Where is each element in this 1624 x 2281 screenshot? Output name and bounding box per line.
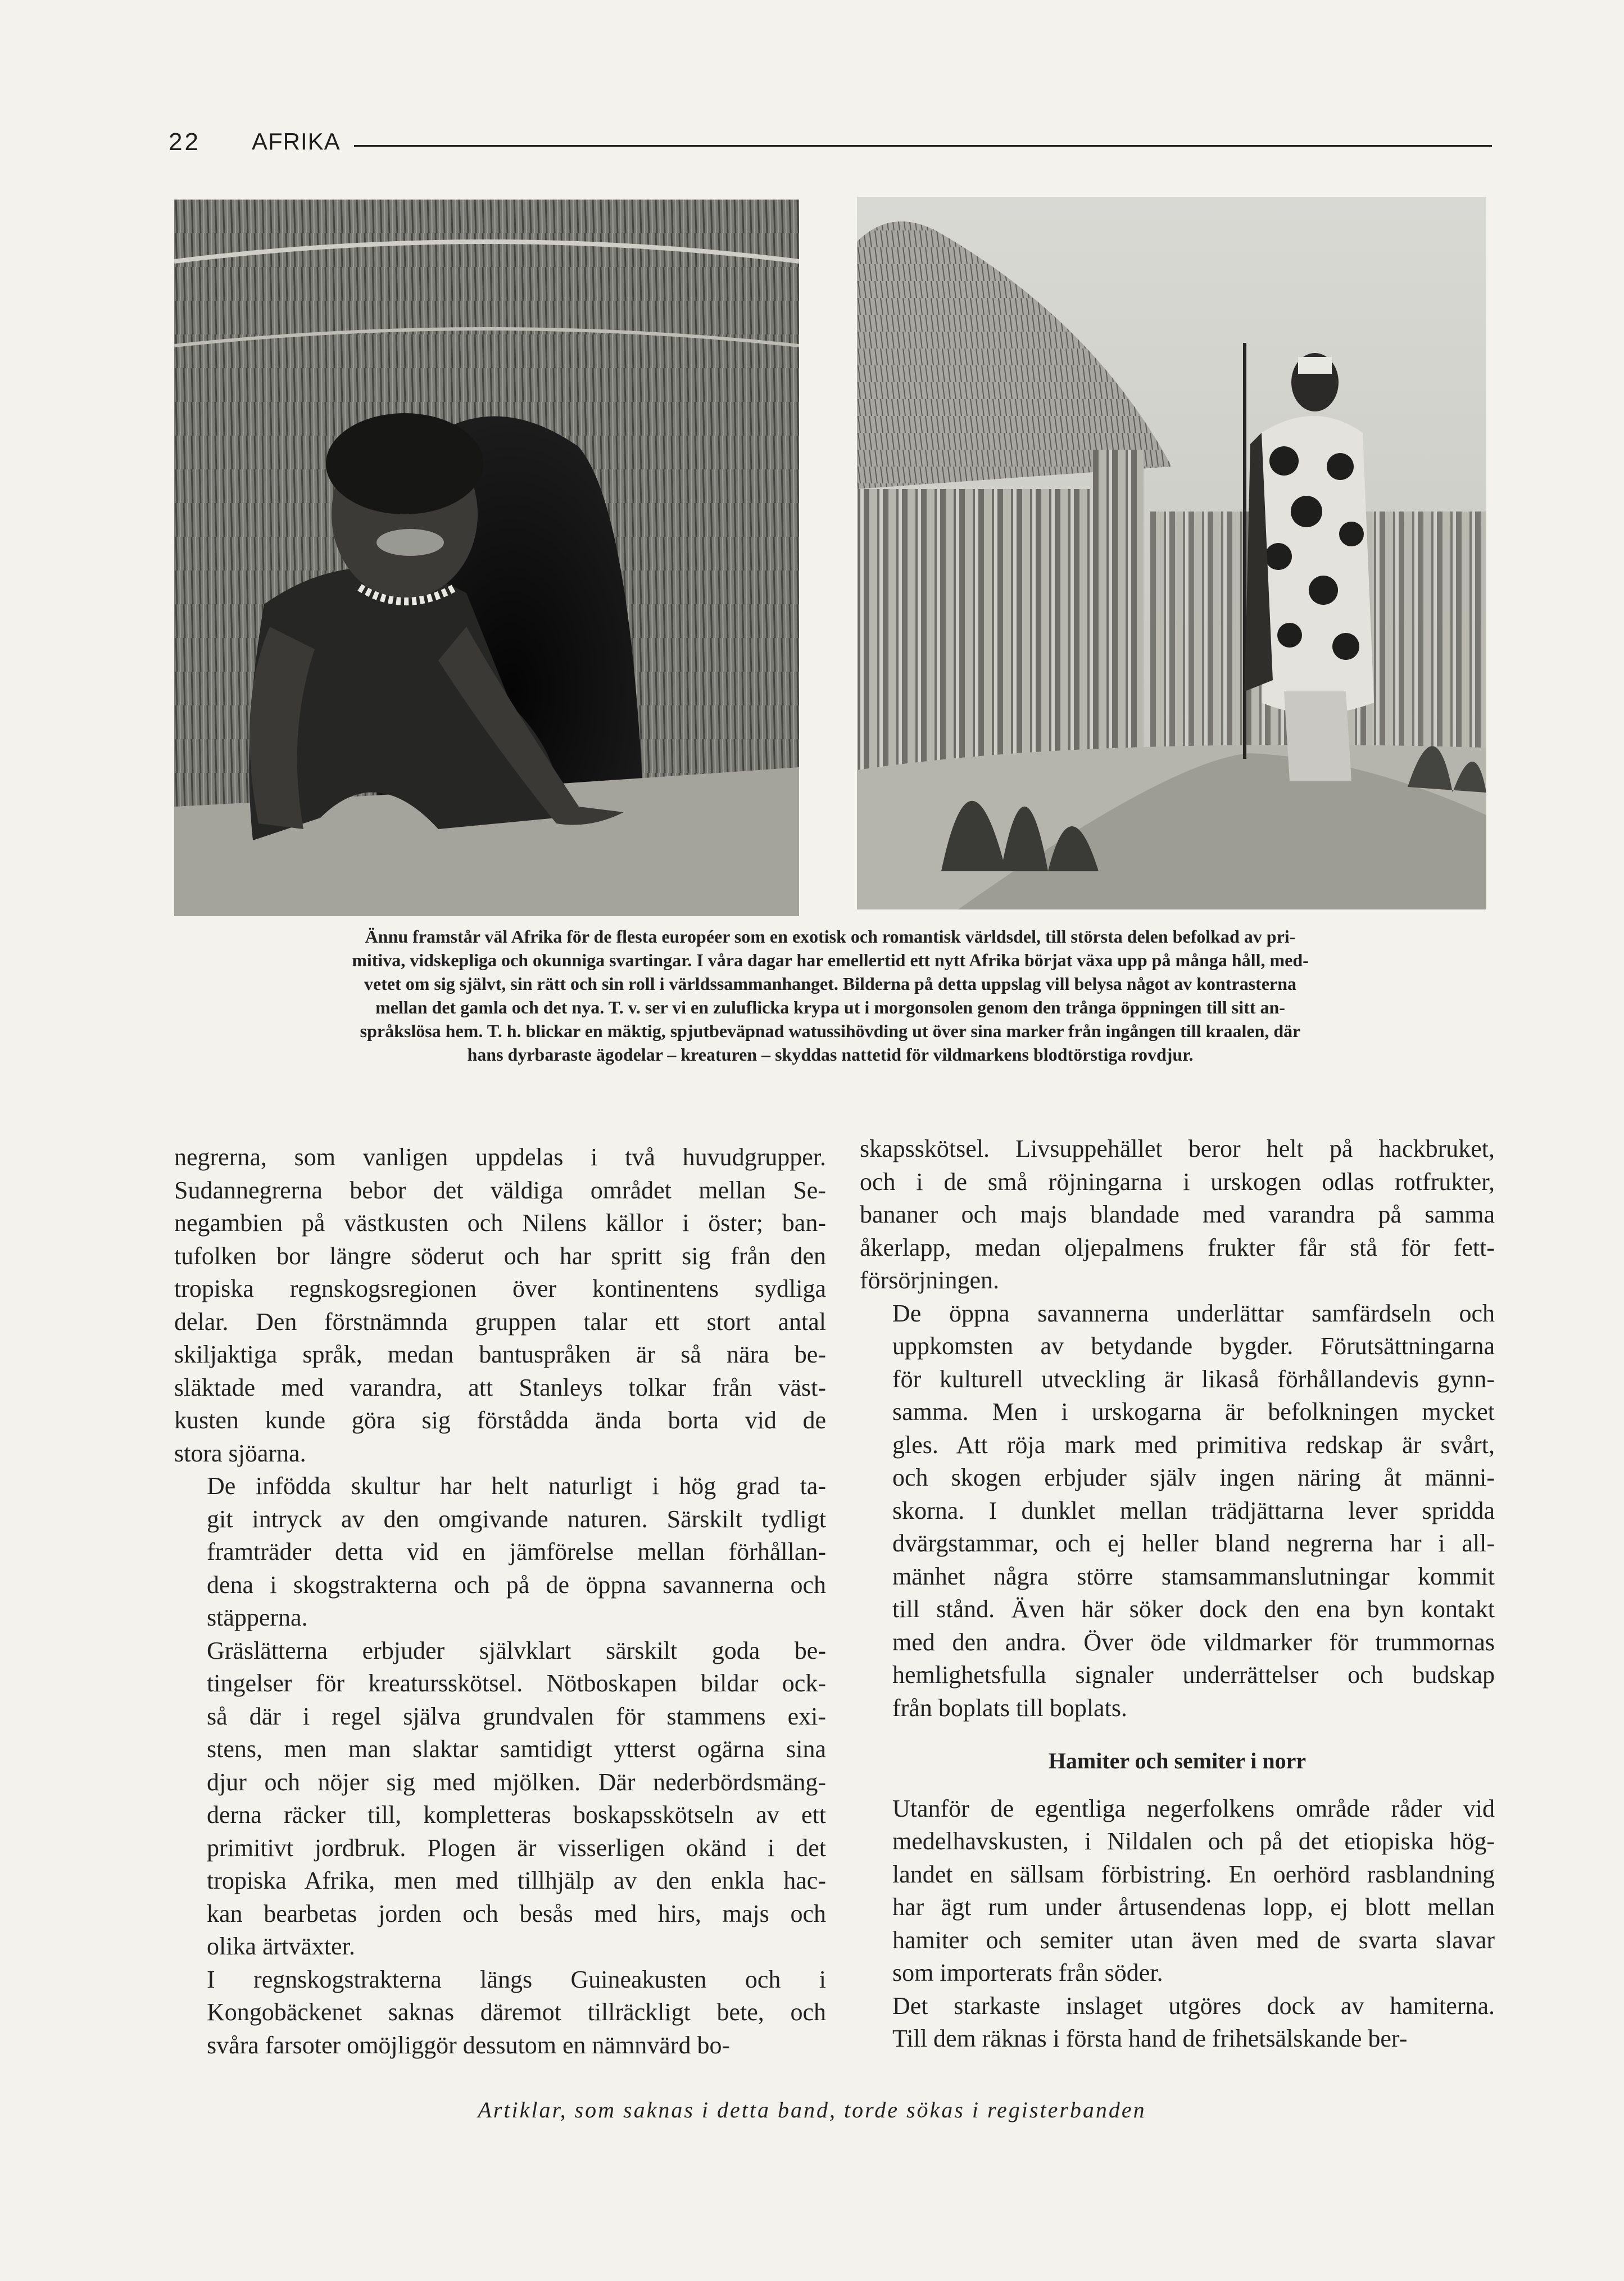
text-line: till stånd. Även här söker dock den ena byn kontakt [892,1595,1495,1623]
photo-caption [174,925,1486,1066]
photo-watussi-chief-image [857,197,1486,909]
text-line: dvärgstammar, och ej heller bland negrerna har i all- [892,1529,1495,1557]
text-line: mänhet några större stamsammanslutningar kommit [892,1562,1495,1590]
body-paragraph [174,1470,826,1635]
text-line: för kulturell utveckling är likaså förhållandevis gynn- [892,1365,1495,1393]
text-line: I regnskogstrakterna längs Guineakusten och i [207,1965,826,1993]
text-line: skapsskötsel. Livsuppehället beror helt på hackbruket, [860,1135,1495,1162]
text-line: stens, men man slaktar samtidigt ytterst ogärna sina [207,1735,826,1763]
text-line: primitivt jordbruk. Plogen är visserligen okänd i det [207,1834,826,1862]
text-line: och i de små röjningarna i urskogen odlas rotfrukter, [860,1167,1495,1196]
caption-line: hans dyrbaraste ägodelar – kreaturen – skyddas nattetid för vildmarkens blodtörstiga rovdjur. [467,1044,1194,1065]
text-line: uppkomsten av betydande bygder. Förutsättningarna [892,1332,1495,1360]
section-subheading: Hamiter och semiter i norr [1048,1748,1307,1773]
text-line: Kongobäckenet saknas däremot tillräckligt bete, och [207,1998,826,2026]
caption-line: språkslösa hem. T. h. blickar en mäktig, spjutbeväpnad watussihövding ut över sina marker från ingången till kraalen, där [360,1021,1301,1041]
running-header [169,124,1492,157]
text-line: olika ärtväxter. [207,1932,355,1960]
text-line: hamiter och semiter utan även med de svarta slavar [892,1926,1495,1954]
text-line: tufolken bor längre söderut och har spritt sig från den [174,1242,826,1270]
text-line: negrerna, som vanligen uppdelas i två huvudgrupper. [174,1143,826,1171]
text-line: Sudannegrerna bebor det väldiga området mellan Se- [174,1176,826,1204]
photo-zulu-girl [174,200,799,916]
text-line: kusten kunde göra sig förstådda ända borta vid de [174,1406,826,1434]
text-line: Gräslätterna erbjuder självklart särskilt goda be- [207,1636,826,1664]
text-line: så där i regel själva grundvalen för stammens exi- [207,1702,826,1730]
footer-note: Artiklar, som saknas i detta band, torde sökas i registerbanden [478,2097,1146,2122]
text-line: har ägt rum under årtusendenas lopp, ej blott mellan [892,1893,1495,1921]
text-line: git intryck av den omgivande naturen. Särskilt tydligt [207,1505,826,1533]
photo-zulu-girl-image [174,200,799,916]
text-line: stora sjöarna. [174,1439,306,1467]
text-line: De öppna savannerna underlättar samfärdseln och [892,1299,1495,1327]
text-line: De infödda skultur har helt naturligt i hög grad ta- [207,1472,826,1500]
text-line: åkerlapp, medan oljepalmens frukter får stå för fett- [860,1233,1495,1261]
header-rule [354,145,1492,147]
body-column-left [174,1141,826,2062]
page-number: 22 [169,128,201,156]
text-line: försörjningen. [860,1266,1000,1294]
caption-line: Ännu framstår väl Afrika för de flesta européer som en exotisk och romantisk världsdel, till största delen befolkad av pri- [365,926,1296,947]
text-line: samma. Men i urskogarna är befolkningen mycket [892,1398,1495,1425]
body-column-right [860,1133,1495,2056]
text-line: bananer och majs blandade med varandra på samma [860,1201,1495,1228]
caption-line: mitiva, vidskepliga och okunniga svartingar. I våra dagar har emellertid ett nytt Afrika börjat växa upp på många håll, med- [352,950,1309,970]
body-paragraph [174,1635,826,1963]
text-line: hemlighetsfulla signaler underrättelser och budskap [892,1661,1495,1689]
body-paragraph [174,1963,826,2062]
text-line: gles. Att röja mark med primitiva redskap är svårt, [892,1431,1495,1459]
body-paragraph [860,1297,1495,1725]
body-paragraph [860,1990,1495,2056]
text-line: framträder detta vid en jämförelse mellan förhållan- [207,1538,826,1565]
text-line: och skogen erbjuder själv ingen näring åt männi- [892,1464,1495,1491]
caption-line: vetet om sig självt, sin rätt och sin roll i världssammanhanget. Bilderna på detta uppslag vill belysa något av kontrasterna [364,974,1297,994]
photo-watussi-chief [857,197,1486,909]
text-line: stäpperna. [207,1604,308,1631]
text-line: Utanför de egentliga negerfolkens område råder vid [892,1794,1495,1822]
text-line: medelhavskusten, i Nildalen och på det etiopiska hög- [892,1827,1495,1855]
text-line: svåra farsoter omöjliggör dessutom en nämnvärd bo- [207,2031,731,2059]
text-line: tropiska regnskogsregionen över kontinentens sydliga [174,1275,826,1302]
text-line: landet en sällsam förbistring. En oerhörd rasblandning [892,1860,1495,1888]
text-line: skiljaktiga språk, medan bantuspråken är så nära be- [174,1341,826,1368]
body-paragraph [860,1133,1495,1297]
caption-line: mellan det gamla och det nya. T. v. ser vi en zuluflicka krypa ut i morgonsolen genom den trånga öppningen till sitt an- [375,997,1285,1017]
section-title: AFRIKA [252,128,341,155]
text-line: tingelser för kreatursskötsel. Nötboskapen bildar ock- [207,1669,826,1697]
text-line: med den andra. Över öde vildmarker för trummornas [892,1628,1495,1656]
text-line: Till dem räknas i första hand de frihetsälskande ber- [892,2025,1408,2052]
text-line: delar. Den förstnämnda gruppen talar ett stort antal [174,1307,826,1336]
text-line: kan bearbetas jorden och besås med hirs, majs och [207,1899,826,1927]
text-line: dena i skogstrakterna och på de öppna savannerna och [207,1571,826,1599]
body-paragraph [174,1141,826,1470]
text-line: derna räcker till, kompletteras boskapsskötseln av ett [207,1801,826,1829]
text-line: Det starkaste inslaget utgöres dock av hamiterna. [892,1992,1495,2020]
text-line: från boplats till boplats. [892,1694,1127,1722]
text-line: skorna. I dunklet mellan trädjättarna lever spridda [892,1496,1495,1524]
text-line: tropiska Afrika, men med tillhjälp av den enkla hac- [207,1867,826,1894]
text-line: som importerats från söder. [892,1959,1163,1986]
body-paragraph [860,1793,1495,1990]
text-line: negambien på västkusten och Nilens källor i öster; ban- [174,1209,826,1237]
text-line: djur och nöjer sig med mjölken. Där nederbördsmäng- [207,1768,826,1796]
text-line: släktade med varandra, att Stanleys tolkar från väst- [174,1373,826,1401]
